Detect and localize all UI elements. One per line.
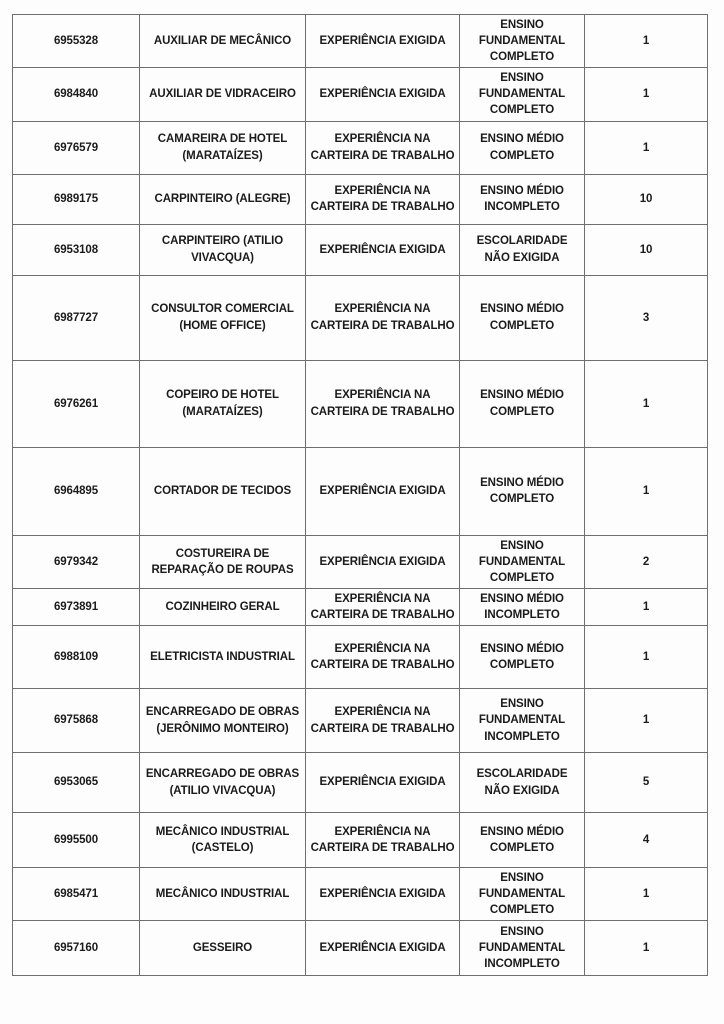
job-id-cell: 6976579 (13, 121, 140, 174)
job-id-cell: 6964895 (13, 447, 140, 535)
job-id-cell: 6973891 (13, 588, 140, 625)
vacancies-cell: 1 (585, 447, 708, 535)
job-id-cell: 6987727 (13, 275, 140, 360)
job-id-cell: 6957160 (13, 921, 140, 976)
job-title-cell: COSTUREIRA DE REPARAÇÃO DE ROUPAS (140, 535, 306, 588)
experience-cell: EXPERIÊNCIA NA CARTEIRA DE TRABALHO (306, 626, 460, 689)
experience-cell: EXPERIÊNCIA NA CARTEIRA DE TRABALHO (306, 275, 460, 360)
experience-cell: EXPERIÊNCIA EXIGIDA (306, 15, 460, 68)
job-id-cell: 6955328 (13, 15, 140, 68)
education-cell: ENSINO FUNDAMENTAL INCOMPLETO (460, 921, 585, 976)
vacancies-cell: 1 (585, 868, 708, 921)
table-row (13, 174, 708, 224)
job-id-cell: 6953065 (13, 753, 140, 813)
experience-cell: EXPERIÊNCIA EXIGIDA (306, 535, 460, 588)
education-cell: ENSINO FUNDAMENTAL COMPLETO (460, 68, 585, 121)
job-title-cell: CONSULTOR COMERCIAL (HOME OFFICE) (140, 275, 306, 360)
table-row (13, 535, 708, 588)
job-title-cell: COPEIRO DE HOTEL (MARATAÍZES) (140, 360, 306, 447)
job-id-cell: 6984840 (13, 68, 140, 121)
experience-cell: EXPERIÊNCIA NA CARTEIRA DE TRABALHO (306, 121, 460, 174)
experience-cell: EXPERIÊNCIA EXIGIDA (306, 753, 460, 813)
job-title-cell: AUXILIAR DE VIDRACEIRO (140, 68, 306, 121)
job-vacancies-body (13, 15, 708, 976)
vacancies-cell: 1 (585, 121, 708, 174)
education-cell: ENSINO MÉDIO COMPLETO (460, 626, 585, 689)
table-row (13, 447, 708, 535)
job-title-cell: ENCARREGADO DE OBRAS (JERÔNIMO MONTEIRO) (140, 689, 306, 753)
table-row (13, 360, 708, 447)
vacancies-cell: 1 (585, 626, 708, 689)
education-cell: ENSINO FUNDAMENTAL COMPLETO (460, 15, 585, 68)
experience-cell: EXPERIÊNCIA NA CARTEIRA DE TRABALHO (306, 813, 460, 868)
job-title-cell: CARPINTEIRO (ATILIO VIVACQUA) (140, 224, 306, 275)
job-title-cell: MECÂNICO INDUSTRIAL (CASTELO) (140, 813, 306, 868)
job-title-cell: GESSEIRO (140, 921, 306, 976)
job-id-cell: 6985471 (13, 868, 140, 921)
education-cell: ENSINO MÉDIO COMPLETO (460, 813, 585, 868)
education-cell: ESCOLARIDADE NÃO EXIGIDA (460, 753, 585, 813)
experience-cell: EXPERIÊNCIA NA CARTEIRA DE TRABALHO (306, 588, 460, 625)
job-title-cell: CARPINTEIRO (ALEGRE) (140, 174, 306, 224)
table-row (13, 626, 708, 689)
education-cell: ENSINO FUNDAMENTAL COMPLETO (460, 868, 585, 921)
job-title-cell: CORTADOR DE TECIDOS (140, 447, 306, 535)
experience-cell: EXPERIÊNCIA EXIGIDA (306, 868, 460, 921)
job-id-cell: 6975868 (13, 689, 140, 753)
vacancies-cell: 10 (585, 224, 708, 275)
experience-cell: EXPERIÊNCIA NA CARTEIRA DE TRABALHO (306, 689, 460, 753)
education-cell: ENSINO MÉDIO COMPLETO (460, 360, 585, 447)
education-cell: ENSINO MÉDIO COMPLETO (460, 121, 585, 174)
table-row (13, 224, 708, 275)
job-title-cell: CAMAREIRA DE HOTEL (MARATAÍZES) (140, 121, 306, 174)
education-cell: ENSINO MÉDIO COMPLETO (460, 275, 585, 360)
experience-cell: EXPERIÊNCIA EXIGIDA (306, 921, 460, 976)
job-vacancies-table (12, 14, 708, 976)
table-row (13, 68, 708, 121)
vacancies-cell: 1 (585, 360, 708, 447)
table-row (13, 868, 708, 921)
table-row (13, 275, 708, 360)
table-row (13, 15, 708, 68)
job-title-cell: AUXILIAR DE MECÂNICO (140, 15, 306, 68)
vacancies-cell: 1 (585, 588, 708, 625)
experience-cell: EXPERIÊNCIA NA CARTEIRA DE TRABALHO (306, 174, 460, 224)
job-title-cell: COZINHEIRO GERAL (140, 588, 306, 625)
vacancies-cell: 10 (585, 174, 708, 224)
experience-cell: EXPERIÊNCIA EXIGIDA (306, 68, 460, 121)
education-cell: ENSINO MÉDIO INCOMPLETO (460, 588, 585, 625)
job-id-cell: 6953108 (13, 224, 140, 275)
table-row (13, 813, 708, 868)
job-id-cell: 6995500 (13, 813, 140, 868)
vacancies-cell: 5 (585, 753, 708, 813)
vacancies-cell: 1 (585, 689, 708, 753)
education-cell: ESCOLARIDADE NÃO EXIGIDA (460, 224, 585, 275)
experience-cell: EXPERIÊNCIA EXIGIDA (306, 224, 460, 275)
table-row (13, 753, 708, 813)
experience-cell: EXPERIÊNCIA NA CARTEIRA DE TRABALHO (306, 360, 460, 447)
education-cell: ENSINO FUNDAMENTAL INCOMPLETO (460, 689, 585, 753)
education-cell: ENSINO FUNDAMENTAL COMPLETO (460, 535, 585, 588)
job-id-cell: 6979342 (13, 535, 140, 588)
experience-cell: EXPERIÊNCIA EXIGIDA (306, 447, 460, 535)
job-title-cell: ELETRICISTA INDUSTRIAL (140, 626, 306, 689)
education-cell: ENSINO MÉDIO INCOMPLETO (460, 174, 585, 224)
job-title-cell: MECÂNICO INDUSTRIAL (140, 868, 306, 921)
education-cell: ENSINO MÉDIO COMPLETO (460, 447, 585, 535)
job-title-cell: ENCARREGADO DE OBRAS (ATILIO VIVACQUA) (140, 753, 306, 813)
vacancies-cell: 1 (585, 921, 708, 976)
vacancies-cell: 1 (585, 68, 708, 121)
job-id-cell: 6989175 (13, 174, 140, 224)
table-row (13, 121, 708, 174)
vacancies-cell: 1 (585, 15, 708, 68)
job-id-cell: 6976261 (13, 360, 140, 447)
table-row (13, 588, 708, 625)
vacancies-cell: 2 (585, 535, 708, 588)
vacancies-cell: 4 (585, 813, 708, 868)
job-id-cell: 6988109 (13, 626, 140, 689)
vacancies-cell: 3 (585, 275, 708, 360)
table-row (13, 689, 708, 753)
table-row (13, 921, 708, 976)
